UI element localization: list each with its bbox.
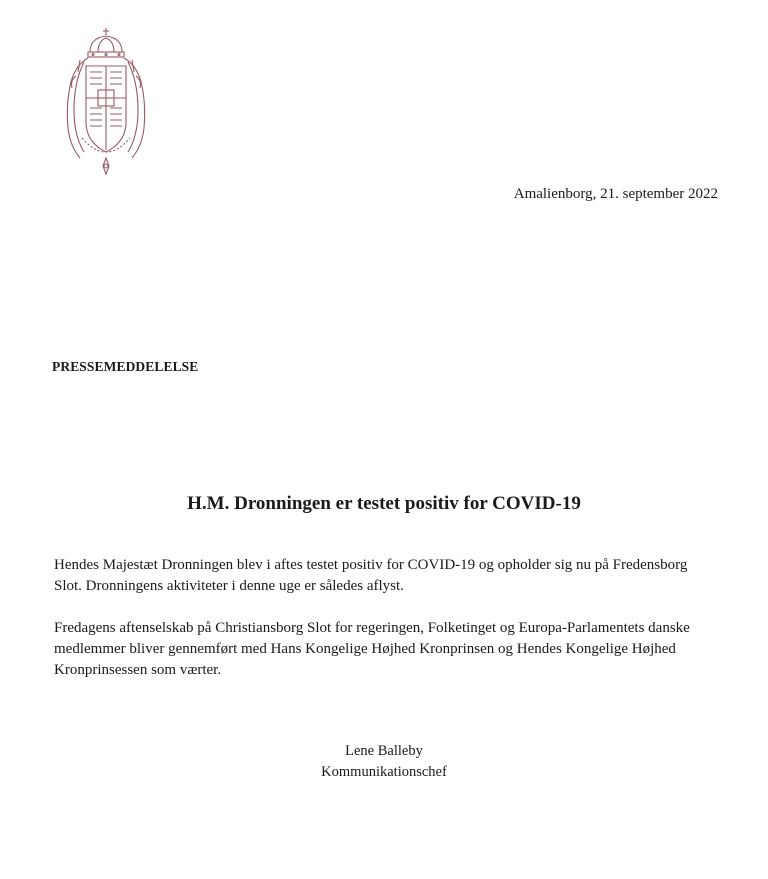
royal-coat-of-arms-icon [60, 26, 152, 178]
paragraph: Fredagens aftenselskab på Christiansborg Slot for regeringen, Folketinget og Europa-Parlamentets danske medlemmer bliver gennemført med Hans Kongelige Højhed Kronprinsen og Hendes Kongelige Højhed Kronprinsessen som værter. [54, 620, 690, 678]
paragraph: Hendes Majestæt Dronningen blev i aftes testet positiv for COVID-19 og opholder sig nu på Fredensborg Slot. Dronningens aktiviteter i denne uge er således aflyst. [54, 557, 688, 594]
page-title: H.M. Dronningen er testet positiv for COVID-19 [187, 493, 581, 514]
document-label: PRESSEMEDDELELSE [52, 359, 199, 374]
signature-name: Lene Balleby [345, 743, 423, 759]
date-line: Amalienborg, 21. september 2022 [513, 186, 718, 202]
signature-title: Kommunikationschef [321, 764, 447, 780]
signature-block [0, 741, 768, 783]
